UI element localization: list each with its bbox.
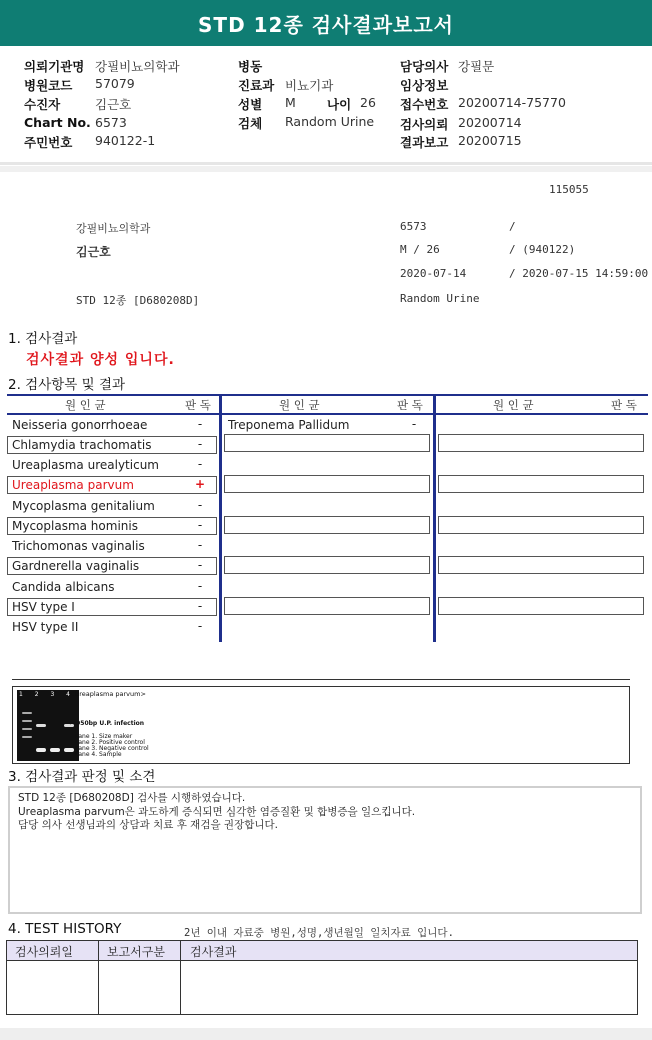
gel-lane-numbers: 1 2 3 4 (19, 691, 75, 698)
divider (0, 166, 652, 172)
result-value: - (197, 457, 203, 471)
info-birth: / (940122) (509, 243, 576, 256)
table-row (7, 497, 217, 515)
result-value: - (197, 579, 203, 593)
result-value: - (197, 417, 203, 431)
result-value: - (411, 417, 417, 431)
table-row (7, 416, 217, 434)
column-divider (433, 394, 436, 642)
positive-result: 검사결과 양성 입니다. (26, 352, 175, 368)
column-header: 판 독 (611, 398, 637, 412)
header-label: 결과보고 (400, 135, 449, 150)
info-patient: 김근호 (76, 245, 111, 259)
empty-cell (438, 434, 644, 452)
table-row (7, 557, 217, 575)
result-value: - (197, 558, 203, 572)
organism-name: Treponema Pallidum (228, 418, 350, 432)
empty-cell (224, 434, 430, 452)
organism-name: Mycoplasma hominis (12, 519, 138, 533)
empty-cell (438, 556, 644, 574)
organism-name: Gardnerella vaginalis (12, 559, 140, 573)
gel-band-label: ← 950bp U.P. infection (69, 720, 145, 727)
organism-name: HSV type II (12, 620, 79, 634)
header-label: 나이 (327, 97, 352, 112)
column-divider (219, 394, 222, 642)
info-test: STD 12종 [D680208D] (76, 294, 200, 307)
info-sex-age: M / 26 (400, 243, 440, 256)
organism-name: Mycoplasma genitalium (12, 499, 155, 513)
result-value: - (197, 538, 203, 552)
header-label: 임상정보 (400, 78, 449, 93)
info-slash: / (509, 220, 516, 233)
organism-name: HSV type I (12, 600, 75, 614)
table-row (7, 618, 217, 636)
column-header: 판 독 (185, 398, 211, 412)
history-column-header: 검사결과 (190, 945, 237, 959)
gel-band (36, 748, 46, 752)
header-label: Chart No. (24, 115, 91, 130)
header-label: 성별 (238, 97, 263, 112)
gel-band (22, 720, 32, 722)
page-bottom-bar (0, 1028, 652, 1040)
result-value: - (197, 518, 203, 532)
gel-legend-item: Lane 1. Size maker (75, 733, 133, 740)
header-value: 20200714-75770 (458, 95, 566, 110)
report-header (0, 50, 652, 166)
history-table (6, 940, 638, 1015)
organism-name: Chlamydia trachomatis (12, 438, 152, 452)
organism-name: Ureaplasma parvum (12, 478, 134, 492)
results-table (7, 394, 648, 642)
header-label: 병동 (238, 59, 263, 74)
info-specimen: Random Urine (400, 292, 480, 305)
table-header-border (7, 413, 648, 415)
info-chart: 6573 (400, 220, 427, 233)
result-value: - (197, 498, 203, 512)
gel-image-figure (12, 686, 630, 764)
section-title: 2. 검사항목 및 결과 (8, 377, 126, 393)
organism-name: Candida albicans (12, 580, 115, 594)
gel-band (36, 724, 46, 727)
header-label: 담당의사 (400, 59, 449, 74)
header-value: 26 (360, 95, 376, 110)
header-value: 20200714 (458, 115, 522, 130)
empty-cell (224, 556, 430, 574)
table-row (7, 517, 217, 535)
empty-cell (224, 475, 430, 493)
header-value: Random Urine (285, 114, 375, 129)
opinion-line: STD 12종 [D680208D] 검사를 시행하였습니다. (18, 792, 246, 804)
report-title: STD 12종 검사결과보고서 (0, 0, 652, 46)
result-value: + (194, 477, 206, 491)
opinion-line: Ureaplasma parvum은 과도하게 증식되면 심각한 염증질환 및 합병증을 일으킵니다. (18, 805, 416, 818)
header-value: 20200715 (458, 133, 522, 148)
column-header: 원 인 균 (279, 398, 320, 412)
result-value: - (197, 619, 203, 633)
empty-cell (438, 597, 644, 615)
header-value: 940122-1 (95, 133, 156, 148)
header-value: 강필비뇨의학과 (95, 59, 180, 74)
organism-name: Ureaplasma urealyticum (12, 458, 159, 472)
table-row (7, 598, 217, 616)
gel-band (22, 736, 32, 738)
empty-cell (224, 597, 430, 615)
column-header: 판 독 (397, 398, 423, 412)
info-clinic: 강필비뇨의학과 (76, 222, 151, 235)
result-value: - (197, 599, 203, 613)
table-row (7, 578, 217, 596)
divider (12, 679, 630, 680)
header-value: 6573 (95, 115, 127, 130)
result-value: - (197, 437, 203, 451)
table-row (7, 456, 217, 474)
gel-legend-item: Lane 2. Positive control (75, 739, 145, 746)
column-header: 원 인 균 (493, 398, 534, 412)
header-value: 강필문 (458, 59, 495, 74)
empty-cell (224, 516, 430, 534)
history-column-header: 검사의뢰일 (15, 945, 73, 959)
empty-cell (438, 475, 644, 493)
organism-name: Trichomonas vaginalis (12, 539, 145, 553)
table-row (223, 416, 430, 434)
header-label: 진료과 (238, 78, 275, 93)
header-value: M (285, 95, 296, 110)
header-label: 검사의뢰 (400, 117, 449, 132)
header-label: 의뢰기관명 (24, 59, 85, 74)
header-value: 57079 (95, 76, 135, 91)
gel-band (50, 748, 60, 752)
section-title: 3. 검사결과 판정 및 소견 (8, 769, 156, 785)
info-date-report: / 2020-07-15 14:59:00 (509, 267, 649, 280)
gel-band (22, 712, 32, 714)
gel-band (22, 728, 32, 730)
organism-name: Neisseria gonorrhoeae (12, 418, 148, 432)
section-title: 4. TEST HISTORY (8, 921, 122, 937)
section-title: 1. 검사결과 (8, 331, 78, 347)
divider (0, 162, 652, 165)
gel-title: <Ureaplasma parvum> (69, 690, 146, 698)
opinion-box (8, 786, 642, 914)
opinion-line: 담당 의사 선생님과의 상담과 치료 후 재검을 권장합니다. (18, 819, 278, 831)
table-row (7, 436, 217, 454)
history-column-header: 보고서구분 (107, 945, 165, 959)
header-value: 비뇨기과 (285, 78, 334, 93)
header-label: 접수번호 (400, 97, 449, 112)
header-label: 병원코드 (24, 78, 73, 93)
header-label: 수진자 (24, 97, 61, 112)
gel-band (64, 748, 74, 752)
table-top-border (7, 394, 648, 396)
history-note: 2년 이내 자료중 병원,성명,생년월일 일치자료 입니다. (184, 927, 454, 939)
table-row (7, 537, 217, 555)
header-label: 주민번호 (24, 135, 73, 150)
report-code: 115055 (549, 183, 589, 196)
column-header: 원 인 균 (65, 398, 106, 412)
info-date-request: 2020-07-14 (400, 267, 467, 280)
gel-legend-item: Lane 3. Negative control (75, 745, 149, 752)
header-label: 검체 (238, 116, 263, 131)
empty-cell (438, 516, 644, 534)
gel-legend-item: Lane 4. Sample (75, 751, 122, 758)
header-value: 김근호 (95, 97, 132, 112)
table-row (7, 476, 217, 494)
